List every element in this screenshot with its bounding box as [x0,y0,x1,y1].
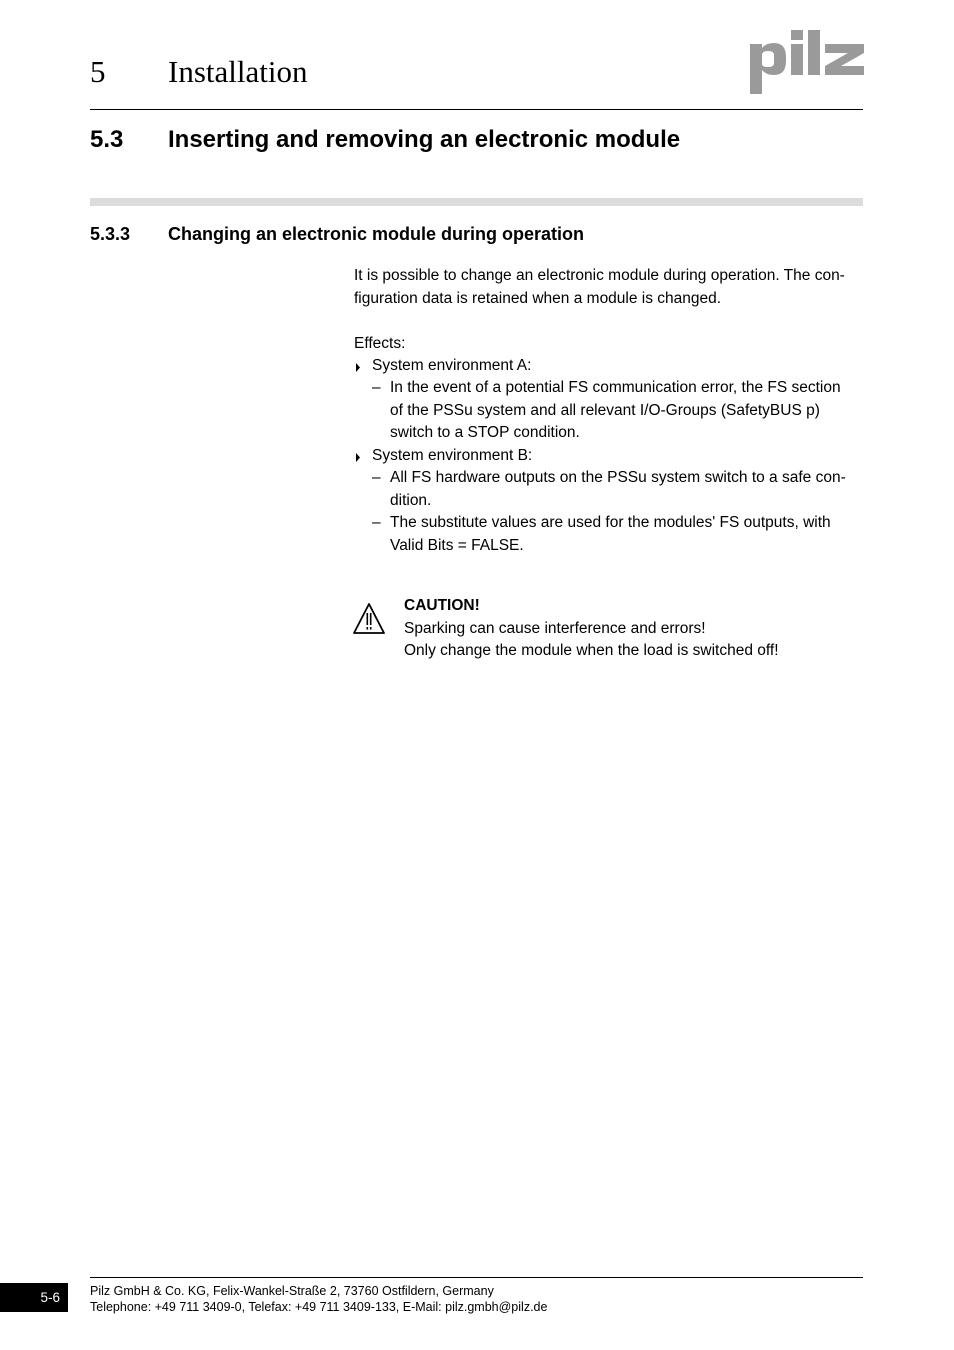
env-b-label: System environment B: [372,447,533,464]
section-title: Inserting and removing an electronic module [168,126,681,153]
caution-line-2: Only change the module when the load is switched off! [404,642,779,659]
env-a-label: System environment A: [372,357,532,374]
chapter-title: Installation [168,54,308,89]
header-rule [90,109,863,110]
effects-label: Effects: [354,335,406,352]
caution-line-1: Sparking can cause interference and errors! [404,620,706,637]
subsection-title: Changing an electronic module during operation [168,224,585,244]
footer-rule [90,1277,863,1278]
dash-marker: – [372,514,381,531]
section-divider-bar [90,198,863,206]
chapter-number: 5 [90,54,106,89]
env-a-item-1-line-3: switch to a STOP condition. [390,424,580,441]
env-b-item-2-line-1: The substitute values are used for the modules' FS outputs, with [390,514,831,531]
caution-heading: CAUTION! [404,597,480,614]
env-a-item-1-line-1: In the event of a potential FS communication error, the FS section [390,379,841,396]
subsection-number: 5.3.3 [90,224,131,244]
env-a-item-1-line-2: of the PSSu system and all relevant I/O-Groups (SafetyBUS p) [390,402,820,419]
env-b-item-2-line-2: Valid Bits = FALSE. [390,537,524,554]
env-b-item-1-line-1: All FS hardware outputs on the PSSu system switch to a safe con- [390,469,846,486]
bullet-arrow-icon [354,447,364,469]
footer-contact: Telephone: +49 711 3409-0, Telefax: +49 711 3409-133, E-Mail: pilz.gmbh@pilz.de [90,1300,548,1314]
footer-address: Pilz GmbH & Co. KG, Felix-Wankel-Straße 2, 73760 Ostfildern, Germany [90,1284,494,1298]
dash-marker: – [372,469,381,486]
env-b-item-1-line-2: dition. [390,492,432,509]
intro-line-1: It is possible to change an electronic module during operation. The con- [354,267,845,284]
intro-line-2: figuration data is retained when a module is changed. [354,290,722,307]
dash-marker: – [372,379,381,396]
warning-triangle-icon [352,602,386,636]
page-number: 5-6 [0,1283,68,1312]
bullet-arrow-icon [354,357,364,379]
section-number: 5.3 [90,126,124,153]
pilz-logo [748,28,866,96]
